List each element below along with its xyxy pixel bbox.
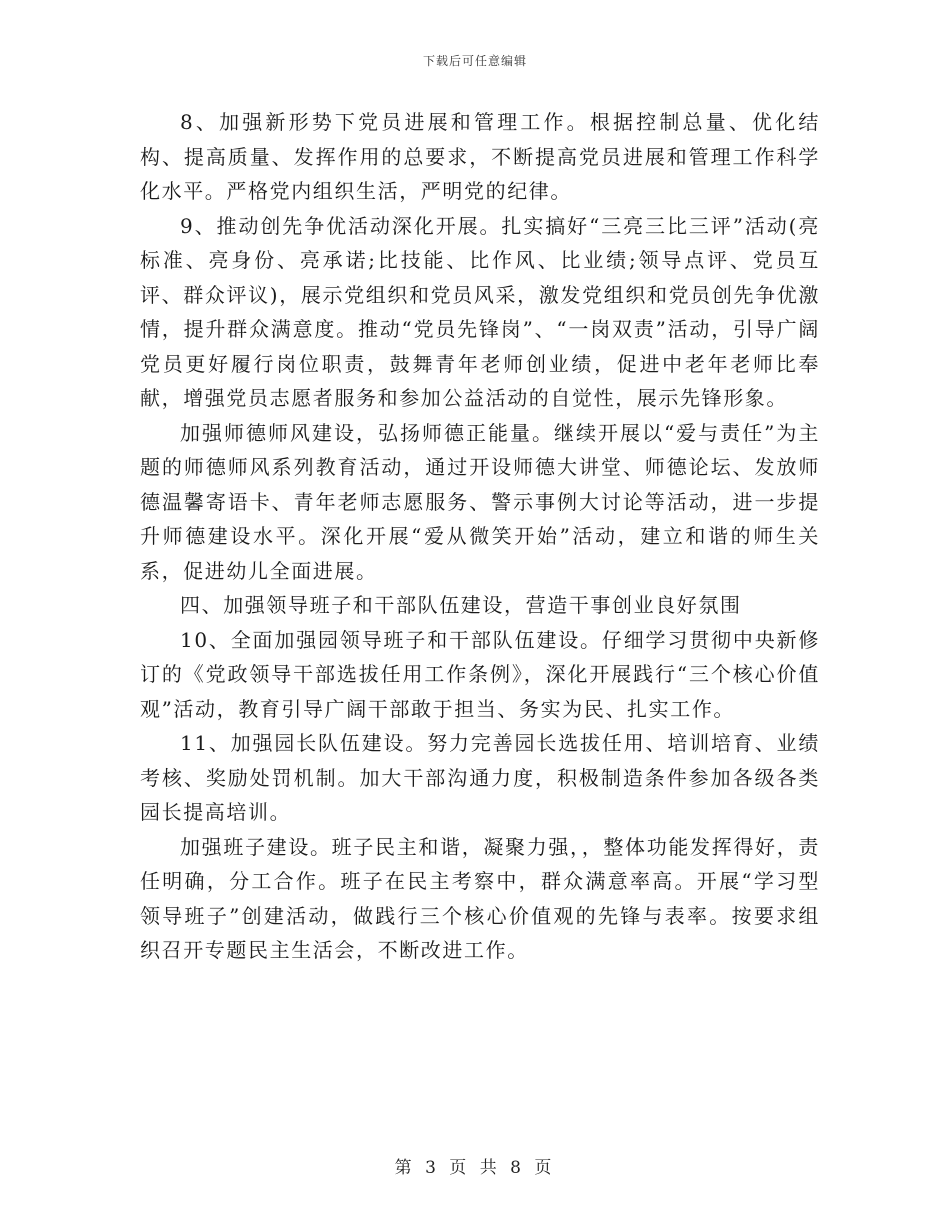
paragraph-10: 10、全面加强园领导班子和干部队伍建设。仔细学习贯彻中央新修订的《党政领导干部选拔任用工作条例》，深化开展践行“三个核心价值观”活动，教育引导广阔干部敢于担当、务实为民、扎实工作。 [140,627,820,721]
paragraph-11: 11、加强园长队伍建设。努力完善园长选拔任用、培训培育、业绩考核、奖励处罚机制。加大干部沟通力度，积极制造条件参加各级各类园长提高培训。 [140,731,820,824]
document-body [140,105,820,968]
footer-suffix: 页 [534,1158,556,1178]
paragraph-8: 8、加强新形势下党员进展和管理工作。根据控制总量、优化结构、提高质量、发挥作用的总要求，不断提高党员进展和管理工作科学化水平。严格党内组织生活，严明党的纪律。 [140,110,820,203]
paragraph-teacher-ethics: 加强师德师风建设，弘扬师德正能量。继续开展以“爱与责任”为主题的师德师风系列教育活动，通过开设师德大讲堂、师德论坛、发放师德温馨寄语卡、青年老师志愿服务、警示事例大讨论等活动，进一步提升师德建设水平。深化开展“爱从微笑开始”活动，建立和谐的师生关系，促进幼儿全面进展。 [140,420,820,583]
page-header: 下载后可任意编辑 [422,54,527,68]
paragraph-team-building: 加强班子建设。班子民主和谐，凝聚力强，，整体功能发挥得好，责任明确，分工合作。班子在民主考察中，群众满意率高。开展“学习型领导班子”创建活动，做践行三个核心价值观的先锋与表率。按要求组织召开专题民主生活会，不断改进工作。 [140,834,820,962]
footer-middle: 页 共 [449,1158,501,1178]
footer-total-pages: 8 [510,1158,525,1178]
footer-prefix: 第 [394,1158,416,1178]
footer-current-page: 3 [425,1158,440,1178]
paragraph-9: 9、推动创先争优活动深化开展。扎实搞好“三亮三比三评”活动(亮标准、亮身份、亮承诺;比技能、比作风、比业绩;领导点评、党员互评、群众评议)，展示党组织和党员风采，激发党组织和党员创先争优激情，提升群众满意度。推动“党员先锋岗”、“一岗双责”活动，引导广阔党员更好履行岗位职责，鼓舞青年老师创业绩，促进中老年老师比奉献，增强党员志愿者服务和参加公益活动的自觉性，展示先锋形象。 [140,213,820,410]
page-footer [0,1153,950,1178]
section-heading-4: 四、加强领导班子和干部队伍建设，营造干事创业良好氛围 [180,593,742,617]
